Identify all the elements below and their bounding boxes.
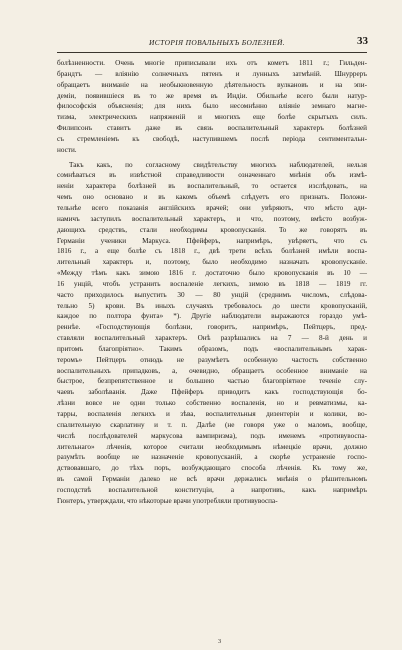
text-line: чаевъ заболѣванія. Даже Пфейферъ приводитъ какъ господствующія бо-: [57, 388, 367, 397]
text-line: ности.: [57, 145, 77, 154]
text-line: съ стремленіемъ къ свободѣ, наступившемъ послѣ періода сентиментальн-: [57, 134, 367, 143]
paragraph-2: [57, 160, 367, 507]
text-line: «Между тѣмъ какъ зимою 1816 г. достаточно было кровопусканія въ 10 —: [57, 269, 367, 278]
text-line: ставляли воспалительный характеръ. Онѣ разрѣшались на 7 — 8-й день и: [57, 334, 367, 343]
text-line: каждое по полтора фунта» *). Другіе наблюдатели выражаются гораздо умѣ-: [57, 312, 367, 321]
text-line: чемъ оно основано и въ какомъ объемѣ слѣдуетъ его признать. Положи-: [57, 193, 367, 202]
text-line: тельнѣе всего показанія англійскихъ врачей; они увѣряютъ, что мѣсто ади-: [57, 203, 367, 212]
text-line: лительный характеръ и, поэтому, было необходимо назначать кровопусканіе.: [57, 258, 367, 267]
text-line: спалительную скарлатину и т. п. Далѣе (не говоря уже о маломъ, вообще,: [57, 420, 367, 429]
text-line: философскія объясненія; для нихъ было несомнѣнно вліяніе земнаго магне-: [57, 102, 367, 111]
text-line: Гюнтеръ, утверждали, что нѣкоторые врачи употребляли противувоспа-: [57, 496, 278, 505]
text-line: 1816 г., а еще болѣе съ 1818 г., двѣ трети всѣхъ болѣзней имѣли воспа-: [57, 247, 367, 256]
printer-signature-mark: 3: [218, 638, 222, 645]
text-line: сомнѣваться въ извѣстной справедливости означеннаго мнѣнія объ измѣ-: [57, 171, 367, 180]
body-text: [57, 58, 367, 507]
text-line: болѣзненности. Очень многіе приписывали ихъ отъ кометъ 1811 г.; Гильден-: [57, 59, 367, 67]
paragraph-1: [57, 58, 367, 156]
text-line: лѣзни вовсе не одни только собственно воспаленія, но и ревматизмы, ка-: [57, 399, 367, 408]
text-line: въ самой Германіи далеко не всѣ врачи держались мнѣнія о рѣшительномъ: [57, 475, 367, 484]
text-line: числѣ послѣдователей маркусова вампиризма), подъ именемъ «противувоспа-: [57, 431, 367, 440]
page-number: 33: [357, 35, 368, 47]
text-line: притомъ благопріятно». Такимъ образомъ, подъ «воспалительнымъ харак-: [57, 344, 367, 353]
text-line: господствѣ воспалительной конституціи, а напротивъ, какъ напримѣръ: [57, 485, 367, 494]
text-line: Такъ какъ, по согласному свидѣтельству многихъ наблюдателей, нельзя: [69, 160, 367, 169]
text-line: тарры, воспаленія легкихъ и зѣва, воспалительныя дизентеріи и колики, во-: [57, 410, 367, 418]
text-line: лительнаго» лѣченія, которое считали необходимымъ нѣмецкіе врачи, должно: [57, 442, 367, 451]
text-line: обращаетъ вниманіе на необыкновенную дѣятельность вулкановъ и на эпи-: [57, 80, 367, 89]
text-line: реннѣе. «Господствующія болѣзни, говоритъ, напримѣръ, Пейтцеръ, пред-: [57, 323, 367, 332]
running-header: [57, 36, 367, 53]
text-line: тельно 5) крови. Въ иныхъ случаяхъ требовалось до шести кровопусканій,: [57, 301, 367, 310]
text-line: часто приходилось выпустить 30 — 80 унцій (среднимъ числомъ, слѣдова-: [57, 290, 367, 299]
text-line: дствовавшаго, до тѣхъ поръ, возбуждающаго способа лѣченія. Къ тому же,: [57, 464, 367, 473]
text-line: Германіи ученики Маркуса. Пфейферъ, напримѣръ, увѣряетъ, что съ: [57, 236, 367, 245]
text-line: тизма, электрическихъ напряженій и многихъ еще болѣе скрытыхъ силъ.: [57, 113, 367, 122]
running-title: ИСТОРІЯ ПОВАЛЬНЫХЪ БОЛЕЗНЕЙ.: [149, 38, 285, 47]
text-line: деміи, появившіеся въ то же время въ Индіи. Обильнѣе всего были натур-: [57, 91, 367, 100]
text-line: Филипсонъ ставитъ даже въ связь воспалительный характеръ болѣзней: [57, 124, 367, 133]
text-line: быстрое, безпрепятственное и большею частью благопріятное теченіе слу-: [57, 377, 367, 386]
text-line: брандтъ — вліянію солнечныхъ пятенъ и лунныхъ затмѣній. Шнурреръ: [57, 69, 367, 78]
text-line: разумѣть вообще не назначеніе кровопусканій, а скорѣе устраненіе госпо-: [57, 453, 367, 462]
text-line: намичъ заступилъ воспалительный характеръ, и что, поэтому, вмѣсто возбуж-: [57, 214, 367, 223]
text-line: теромъ» Пейтцеръ отнюдь не разумѣетъ особенную частость собственно: [57, 355, 367, 364]
text-line: воспалительныхъ припадковъ, а, очевидно, обращаетъ особенное вниманіе на: [57, 366, 367, 375]
text-line: неніи характера болѣзней въ воспалительный, то остается изслѣдовать, на: [57, 182, 367, 191]
text-line: дающихъ средствъ, стали необходимы кровопусканія. То же говорятъ въ: [57, 225, 367, 234]
text-line: 16 унцій, чтобъ устранить воспаленіе легкихъ, зимою въ 1818 — 1819 гг.: [57, 279, 367, 288]
